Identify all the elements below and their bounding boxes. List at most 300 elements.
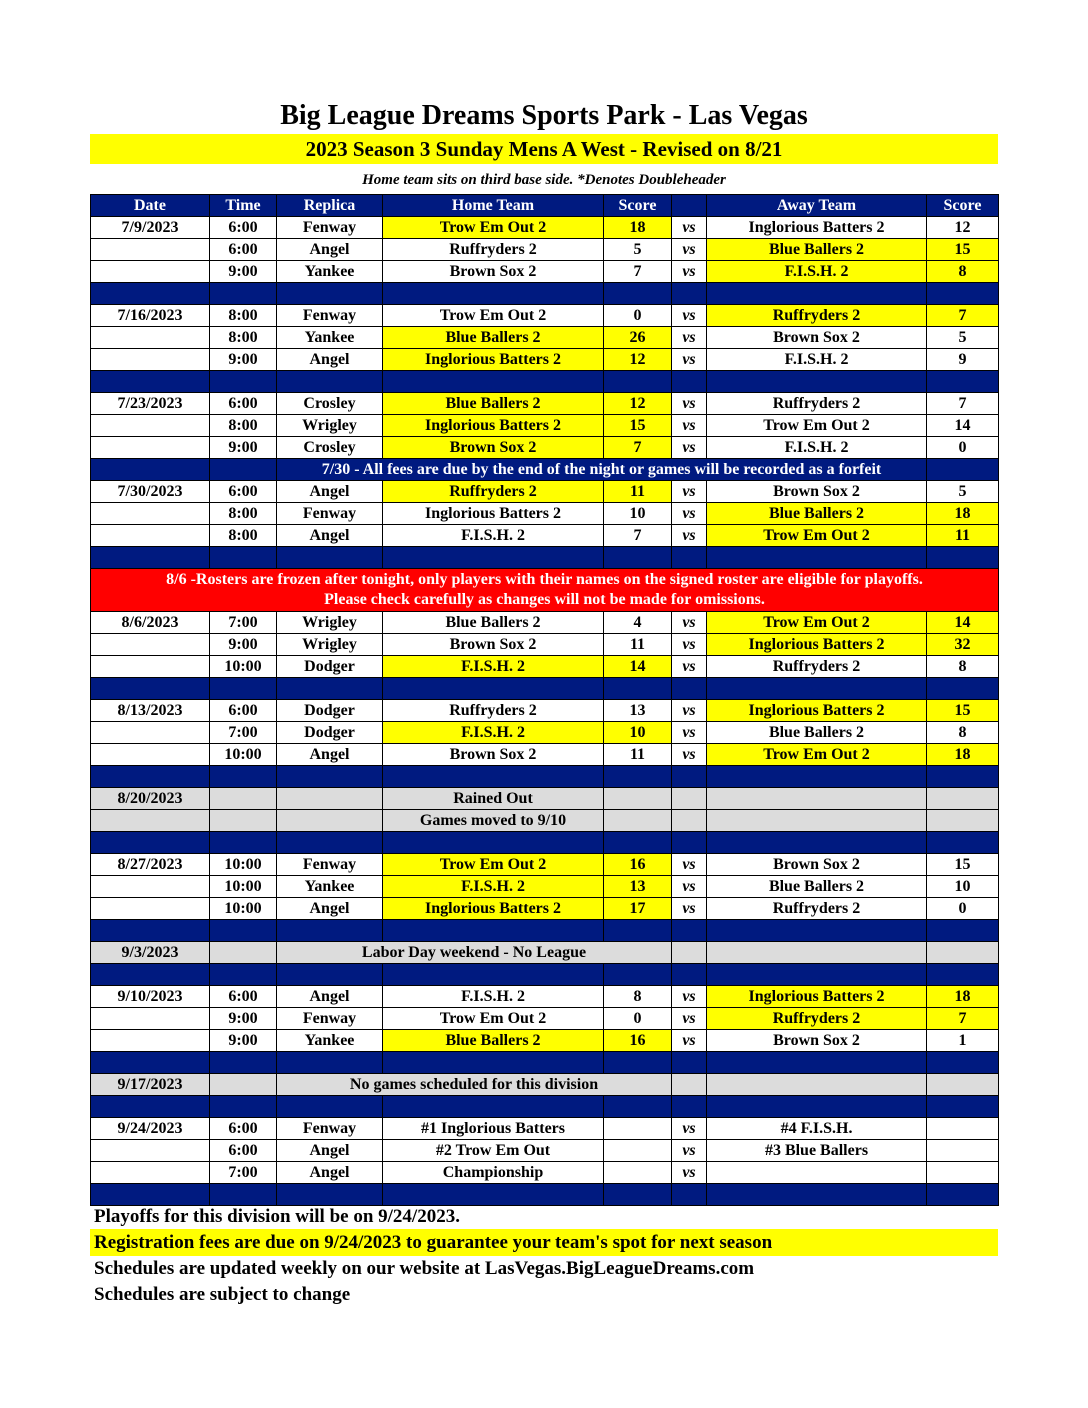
row-date bbox=[91, 349, 210, 371]
row-home-score: 18 bbox=[604, 217, 672, 239]
row-vs: vs bbox=[672, 634, 707, 656]
row-away-score: 32 bbox=[927, 634, 999, 656]
separator-cell bbox=[672, 1096, 707, 1118]
row-date: 7/23/2023 bbox=[91, 393, 210, 415]
row-time: 9:00 bbox=[210, 349, 277, 371]
banner-spacer bbox=[927, 459, 999, 481]
row-vs: vs bbox=[672, 612, 707, 634]
row-away-score: 15 bbox=[927, 700, 999, 722]
separator-cell bbox=[277, 371, 383, 393]
row-away-score: 18 bbox=[927, 503, 999, 525]
separator-cell bbox=[927, 1184, 999, 1206]
row-replica: Fenway bbox=[277, 854, 383, 876]
row-replica: Angel bbox=[277, 239, 383, 261]
row-vs: vs bbox=[672, 898, 707, 920]
row-vs: vs bbox=[672, 1140, 707, 1162]
row-time: 10:00 bbox=[210, 656, 277, 678]
separator-cell bbox=[672, 678, 707, 700]
row-away-team: Inglorious Batters 2 bbox=[707, 634, 927, 656]
row-home-team: Ruffryders 2 bbox=[383, 481, 604, 503]
row-away-team: F.I.S.H. 2 bbox=[707, 261, 927, 283]
game-row bbox=[91, 261, 999, 283]
row-away-score: 10 bbox=[927, 876, 999, 898]
header-away-score: Score bbox=[927, 195, 999, 217]
row-home-score: 10 bbox=[604, 722, 672, 744]
row-away-score: 0 bbox=[927, 898, 999, 920]
row-time: 9:00 bbox=[210, 1008, 277, 1030]
no-games-row bbox=[91, 1074, 999, 1096]
row-away-team: Brown Sox 2 bbox=[707, 854, 927, 876]
row-home-team: Blue Ballers 2 bbox=[383, 612, 604, 634]
game-row bbox=[91, 634, 999, 656]
separator-cell bbox=[383, 920, 604, 942]
separator-cell bbox=[707, 920, 927, 942]
row-vs: vs bbox=[672, 1008, 707, 1030]
separator-cell bbox=[210, 547, 277, 569]
separator-row bbox=[91, 371, 999, 393]
separator-cell bbox=[91, 547, 210, 569]
row-away-team: Brown Sox 2 bbox=[707, 481, 927, 503]
row-home-team: #1 Inglorious Batters bbox=[383, 1118, 604, 1140]
row-time: 7:00 bbox=[210, 1162, 277, 1184]
row-away-team: Ruffryders 2 bbox=[707, 656, 927, 678]
header-replica: Replica bbox=[277, 195, 383, 217]
separator-cell bbox=[927, 371, 999, 393]
separator-cell bbox=[277, 1096, 383, 1118]
playoffs-note: Playoffs for this division will be on 9/24/2023. bbox=[94, 1206, 460, 1227]
table-header-row bbox=[91, 195, 999, 217]
row-home-score: 26 bbox=[604, 327, 672, 349]
row-date: 8/13/2023 bbox=[91, 700, 210, 722]
separator-cell bbox=[604, 1184, 672, 1206]
separator-cell bbox=[604, 920, 672, 942]
row-date bbox=[91, 1008, 210, 1030]
game-row bbox=[91, 898, 999, 920]
separator-cell bbox=[91, 1052, 210, 1074]
separator-cell bbox=[210, 964, 277, 986]
row-date: 9/24/2023 bbox=[91, 1118, 210, 1140]
row-home-score: 16 bbox=[604, 854, 672, 876]
row-vs: vs bbox=[672, 217, 707, 239]
separator-cell bbox=[604, 964, 672, 986]
row-away-team: Trow Em Out 2 bbox=[707, 612, 927, 634]
row-time bbox=[210, 788, 277, 810]
row-date: 8/6/2023 bbox=[91, 612, 210, 634]
row-vs bbox=[672, 788, 707, 810]
game-row bbox=[91, 239, 999, 261]
separator-cell bbox=[707, 678, 927, 700]
row-time: 6:00 bbox=[210, 239, 277, 261]
row-away-team: Brown Sox 2 bbox=[707, 327, 927, 349]
row-replica: Yankee bbox=[277, 1030, 383, 1052]
separator-cell bbox=[927, 920, 999, 942]
row-away-score: 7 bbox=[927, 305, 999, 327]
row-time: 10:00 bbox=[210, 898, 277, 920]
separator-cell bbox=[707, 766, 927, 788]
row-home-score: 0 bbox=[604, 1008, 672, 1030]
game-row bbox=[91, 700, 999, 722]
row-replica: Angel bbox=[277, 1162, 383, 1184]
separator-cell bbox=[210, 920, 277, 942]
row-away-score bbox=[927, 810, 999, 832]
row-home-team: Trow Em Out 2 bbox=[383, 1008, 604, 1030]
separator-cell bbox=[927, 1052, 999, 1074]
row-time: 8:00 bbox=[210, 503, 277, 525]
row-away-team: Blue Ballers 2 bbox=[707, 503, 927, 525]
separator-cell bbox=[91, 832, 210, 854]
separator-cell bbox=[927, 547, 999, 569]
row-home-team: F.I.S.H. 2 bbox=[383, 876, 604, 898]
separator-cell bbox=[707, 1184, 927, 1206]
row-away-score: 8 bbox=[927, 722, 999, 744]
row-home-score: 7 bbox=[604, 261, 672, 283]
separator-cell bbox=[672, 832, 707, 854]
row-away-score: 12 bbox=[927, 217, 999, 239]
row-away-team: Trow Em Out 2 bbox=[707, 744, 927, 766]
row-home-team: Inglorious Batters 2 bbox=[383, 349, 604, 371]
row-date bbox=[91, 415, 210, 437]
separator-cell bbox=[927, 832, 999, 854]
game-row bbox=[91, 525, 999, 547]
row-vs: vs bbox=[672, 722, 707, 744]
row-home-team: F.I.S.H. 2 bbox=[383, 722, 604, 744]
game-row bbox=[91, 722, 999, 744]
row-away-score: 5 bbox=[927, 481, 999, 503]
no-games-text: Labor Day weekend - No League bbox=[277, 942, 672, 964]
registration-note: Registration fees are due on 9/24/2023 to guarantee your team's spot for next season bbox=[90, 1229, 998, 1256]
separator-cell bbox=[707, 547, 927, 569]
row-home-team: Blue Ballers 2 bbox=[383, 393, 604, 415]
row-replica: Angel bbox=[277, 481, 383, 503]
game-row bbox=[91, 481, 999, 503]
row-time bbox=[210, 942, 277, 964]
row-vs: vs bbox=[672, 525, 707, 547]
row-away-score: 7 bbox=[927, 1008, 999, 1030]
fees-banner-row bbox=[91, 459, 999, 481]
row-away-score: 8 bbox=[927, 656, 999, 678]
row-away-score: 15 bbox=[927, 854, 999, 876]
row-home-team: F.I.S.H. 2 bbox=[383, 525, 604, 547]
separator-cell bbox=[210, 371, 277, 393]
separator-row bbox=[91, 832, 999, 854]
row-date: 9/10/2023 bbox=[91, 986, 210, 1008]
row-time: 8:00 bbox=[210, 305, 277, 327]
row-home-score: 13 bbox=[604, 700, 672, 722]
separator-cell bbox=[210, 1184, 277, 1206]
row-replica: Dodger bbox=[277, 656, 383, 678]
row-away-team: Blue Ballers 2 bbox=[707, 239, 927, 261]
row-home-team: Inglorious Batters 2 bbox=[383, 503, 604, 525]
separator-cell bbox=[383, 766, 604, 788]
schedule-table bbox=[90, 194, 999, 1206]
row-away-team: #4 F.I.S.H. bbox=[707, 1118, 927, 1140]
row-replica: Fenway bbox=[277, 305, 383, 327]
row-replica: Angel bbox=[277, 898, 383, 920]
row-home-score: 12 bbox=[604, 393, 672, 415]
row-away-team: Blue Ballers 2 bbox=[707, 722, 927, 744]
row-away-score: 14 bbox=[927, 415, 999, 437]
separator-cell bbox=[91, 371, 210, 393]
separator-cell bbox=[210, 832, 277, 854]
row-vs: vs bbox=[672, 305, 707, 327]
row-home-team: Brown Sox 2 bbox=[383, 634, 604, 656]
row-away-team: Trow Em Out 2 bbox=[707, 525, 927, 547]
subject-to-change-note: Schedules are subject to change bbox=[94, 1284, 351, 1305]
row-replica: Wrigley bbox=[277, 612, 383, 634]
row-home-score: 0 bbox=[604, 305, 672, 327]
no-games-text: Games moved to 9/10 bbox=[383, 810, 604, 832]
row-away-score bbox=[927, 788, 999, 810]
separator-row bbox=[91, 766, 999, 788]
separator-cell bbox=[210, 283, 277, 305]
row-replica bbox=[277, 810, 383, 832]
row-vs: vs bbox=[672, 986, 707, 1008]
row-away-team bbox=[707, 1162, 927, 1184]
separator-cell bbox=[672, 283, 707, 305]
row-away-team: Inglorious Batters 2 bbox=[707, 217, 927, 239]
row-replica: Angel bbox=[277, 986, 383, 1008]
row-away-score: 7 bbox=[927, 393, 999, 415]
row-away-score: 18 bbox=[927, 744, 999, 766]
row-home-team: Inglorious Batters 2 bbox=[383, 898, 604, 920]
separator-cell bbox=[91, 283, 210, 305]
row-vs: vs bbox=[672, 744, 707, 766]
separator-cell bbox=[277, 1052, 383, 1074]
separator-cell bbox=[604, 1096, 672, 1118]
row-away-team bbox=[707, 788, 927, 810]
separator-cell bbox=[210, 1052, 277, 1074]
row-home-team: Brown Sox 2 bbox=[383, 261, 604, 283]
row-vs bbox=[672, 942, 707, 964]
roster-alert-row bbox=[91, 569, 999, 612]
no-games-text: No games scheduled for this division bbox=[277, 1074, 672, 1096]
separator-row bbox=[91, 678, 999, 700]
separator-cell bbox=[707, 283, 927, 305]
row-time: 6:00 bbox=[210, 217, 277, 239]
separator-cell bbox=[91, 1096, 210, 1118]
separator-cell bbox=[927, 678, 999, 700]
separator-cell bbox=[277, 1184, 383, 1206]
header-away-team: Away Team bbox=[707, 195, 927, 217]
banner-spacer bbox=[210, 459, 277, 481]
game-row bbox=[91, 656, 999, 678]
row-replica: Fenway bbox=[277, 1118, 383, 1140]
row-vs: vs bbox=[672, 349, 707, 371]
game-row bbox=[91, 744, 999, 766]
row-home-team: Ruffryders 2 bbox=[383, 239, 604, 261]
row-replica: Yankee bbox=[277, 261, 383, 283]
row-home-team: Brown Sox 2 bbox=[383, 437, 604, 459]
row-date: 7/9/2023 bbox=[91, 217, 210, 239]
row-date: 8/27/2023 bbox=[91, 854, 210, 876]
row-away-score: 18 bbox=[927, 986, 999, 1008]
separator-cell bbox=[383, 371, 604, 393]
separator-row bbox=[91, 283, 999, 305]
row-away-score: 8 bbox=[927, 261, 999, 283]
row-home-score: 7 bbox=[604, 437, 672, 459]
row-date bbox=[91, 327, 210, 349]
row-date: 9/17/2023 bbox=[91, 1074, 210, 1096]
row-date bbox=[91, 239, 210, 261]
row-home-team: Brown Sox 2 bbox=[383, 744, 604, 766]
row-replica: Angel bbox=[277, 349, 383, 371]
row-away-team: Brown Sox 2 bbox=[707, 1030, 927, 1052]
row-date: 7/16/2023 bbox=[91, 305, 210, 327]
separator-cell bbox=[927, 964, 999, 986]
row-time bbox=[210, 1074, 277, 1096]
row-date bbox=[91, 525, 210, 547]
row-vs: vs bbox=[672, 1118, 707, 1140]
row-home-team: Trow Em Out 2 bbox=[383, 217, 604, 239]
separator-cell bbox=[604, 283, 672, 305]
game-row bbox=[91, 503, 999, 525]
row-away-score bbox=[927, 1162, 999, 1184]
roster-alert-line1: 8/6 -Rosters are frozen after tonight, only players with their names on the signed roster are eligible for playoffs. bbox=[166, 571, 923, 588]
separator-cell bbox=[672, 547, 707, 569]
row-time: 7:00 bbox=[210, 722, 277, 744]
banner-spacer bbox=[91, 459, 210, 481]
row-home-score: 8 bbox=[604, 986, 672, 1008]
separator-row bbox=[91, 1184, 999, 1206]
game-row bbox=[91, 305, 999, 327]
row-time: 6:00 bbox=[210, 1118, 277, 1140]
row-date bbox=[91, 898, 210, 920]
separator-cell bbox=[672, 371, 707, 393]
row-date bbox=[91, 722, 210, 744]
row-time: 8:00 bbox=[210, 415, 277, 437]
row-away-score bbox=[927, 1074, 999, 1096]
header-home-score: Score bbox=[604, 195, 672, 217]
row-vs bbox=[672, 810, 707, 832]
game-row bbox=[91, 854, 999, 876]
separator-cell bbox=[707, 964, 927, 986]
separator-cell bbox=[707, 832, 927, 854]
separator-cell bbox=[604, 678, 672, 700]
row-date bbox=[91, 1162, 210, 1184]
row-vs: vs bbox=[672, 503, 707, 525]
separator-cell bbox=[210, 678, 277, 700]
row-date bbox=[91, 634, 210, 656]
row-replica: Dodger bbox=[277, 700, 383, 722]
row-vs: vs bbox=[672, 239, 707, 261]
separator-cell bbox=[91, 964, 210, 986]
row-away-team: Ruffryders 2 bbox=[707, 898, 927, 920]
row-time: 8:00 bbox=[210, 327, 277, 349]
separator-cell bbox=[672, 920, 707, 942]
separator-cell bbox=[672, 766, 707, 788]
row-time bbox=[210, 810, 277, 832]
separator-cell bbox=[277, 766, 383, 788]
row-time: 7:00 bbox=[210, 612, 277, 634]
row-replica: Dodger bbox=[277, 722, 383, 744]
row-home-score: 5 bbox=[604, 239, 672, 261]
row-time: 6:00 bbox=[210, 700, 277, 722]
row-replica: Yankee bbox=[277, 876, 383, 898]
separator-cell bbox=[383, 283, 604, 305]
separator-cell bbox=[383, 547, 604, 569]
row-vs: vs bbox=[672, 481, 707, 503]
row-away-team: Ruffryders 2 bbox=[707, 305, 927, 327]
separator-cell bbox=[672, 964, 707, 986]
row-home-score: 15 bbox=[604, 415, 672, 437]
row-date bbox=[91, 810, 210, 832]
row-away-score: 15 bbox=[927, 239, 999, 261]
separator-cell bbox=[383, 964, 604, 986]
row-home-score: 4 bbox=[604, 612, 672, 634]
game-row bbox=[91, 217, 999, 239]
row-date: 9/3/2023 bbox=[91, 942, 210, 964]
separator-cell bbox=[604, 371, 672, 393]
row-away-team: F.I.S.H. 2 bbox=[707, 349, 927, 371]
website-note: Schedules are updated weekly on our website at LasVegas.BigLeagueDreams.com bbox=[94, 1258, 755, 1279]
game-row bbox=[91, 876, 999, 898]
row-vs: vs bbox=[672, 656, 707, 678]
separator-cell bbox=[604, 1052, 672, 1074]
row-home-team: Trow Em Out 2 bbox=[383, 305, 604, 327]
separator-cell bbox=[383, 1052, 604, 1074]
roster-alert-line2: Please check carefully as changes will not be made for omissions. bbox=[324, 591, 765, 608]
row-home-team: F.I.S.H. 2 bbox=[383, 656, 604, 678]
row-replica: Angel bbox=[277, 744, 383, 766]
row-replica: Wrigley bbox=[277, 634, 383, 656]
row-away-team bbox=[707, 810, 927, 832]
row-replica: Wrigley bbox=[277, 415, 383, 437]
row-vs: vs bbox=[672, 261, 707, 283]
row-vs bbox=[672, 1074, 707, 1096]
row-away-score: 5 bbox=[927, 327, 999, 349]
separator-row bbox=[91, 964, 999, 986]
game-row bbox=[91, 327, 999, 349]
row-home-score: 11 bbox=[604, 481, 672, 503]
row-time: 10:00 bbox=[210, 854, 277, 876]
separator-row bbox=[91, 547, 999, 569]
row-vs: vs bbox=[672, 327, 707, 349]
separator-cell bbox=[383, 1096, 604, 1118]
row-vs: vs bbox=[672, 854, 707, 876]
row-away-team: Ruffryders 2 bbox=[707, 1008, 927, 1030]
separator-cell bbox=[277, 832, 383, 854]
row-replica: Crosley bbox=[277, 437, 383, 459]
row-replica: Fenway bbox=[277, 503, 383, 525]
game-row bbox=[91, 612, 999, 634]
row-vs: vs bbox=[672, 1162, 707, 1184]
row-away-team: Inglorious Batters 2 bbox=[707, 700, 927, 722]
row-time: 9:00 bbox=[210, 437, 277, 459]
separator-cell bbox=[91, 920, 210, 942]
row-away-score: 1 bbox=[927, 1030, 999, 1052]
row-date bbox=[91, 503, 210, 525]
row-away-score: 14 bbox=[927, 612, 999, 634]
separator-cell bbox=[707, 371, 927, 393]
row-home-score: 11 bbox=[604, 634, 672, 656]
row-home-score bbox=[604, 810, 672, 832]
game-row bbox=[91, 437, 999, 459]
row-replica: Fenway bbox=[277, 1008, 383, 1030]
separator-cell bbox=[277, 547, 383, 569]
separator-cell bbox=[210, 766, 277, 788]
separator-cell bbox=[383, 1184, 604, 1206]
row-time: 6:00 bbox=[210, 393, 277, 415]
separator-row bbox=[91, 1096, 999, 1118]
row-replica bbox=[277, 788, 383, 810]
row-date bbox=[91, 876, 210, 898]
row-home-team: Trow Em Out 2 bbox=[383, 854, 604, 876]
page-title: Big League Dreams Sports Park - Las Vegas bbox=[280, 100, 808, 131]
header-date: Date bbox=[91, 195, 210, 217]
season-subtitle: 2023 Season 3 Sunday Mens A West - Revised on 8/21 bbox=[90, 134, 998, 164]
row-away-team: Ruffryders 2 bbox=[707, 393, 927, 415]
separator-cell bbox=[277, 283, 383, 305]
